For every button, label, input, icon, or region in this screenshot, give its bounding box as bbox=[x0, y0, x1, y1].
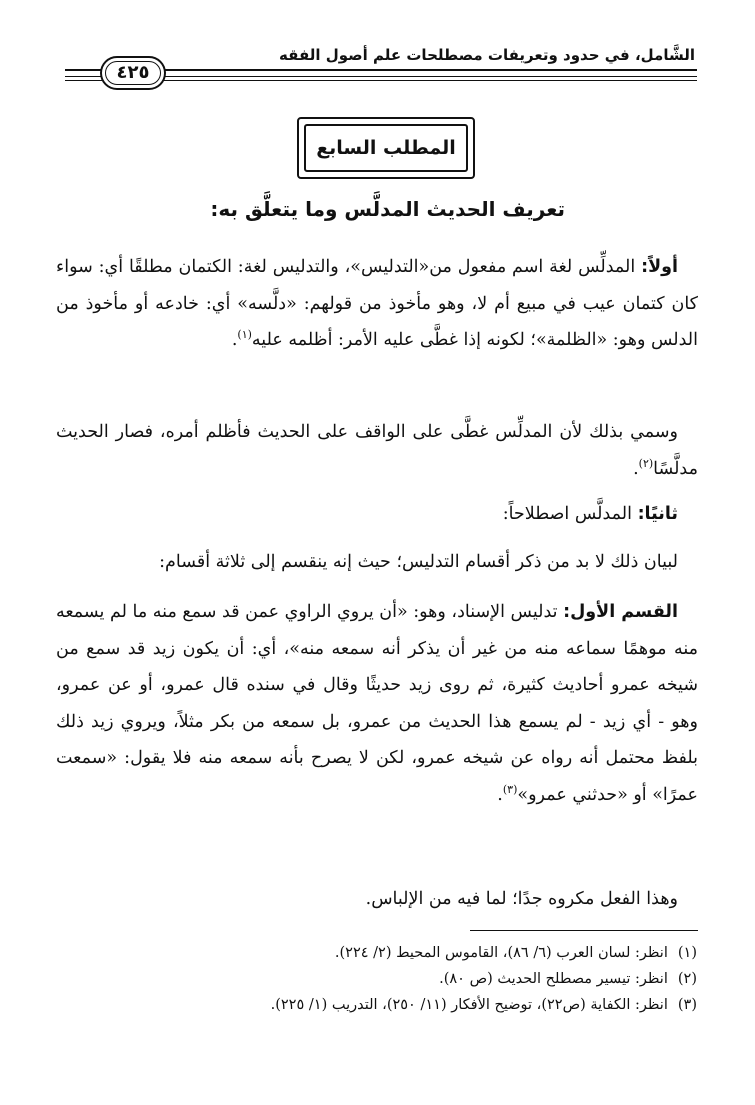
footnote-ref[interactable]: (١) bbox=[237, 328, 252, 342]
paragraph-ruling bbox=[56, 881, 698, 918]
paragraph-text: المدلِّس لغة اسم مفعول من«التدليس»، والتدليس لغة: الكتمان مطلقًا أي: سواء كان كتمان عيب في مبيع أم لا، وهو مأخوذ من قولهم: «دلَّسه» أي: خادعه أو مأخوذ من الدلس وهو: «الظلمة»؛ لكونه إذا غطَّى عليه الأمر: أظلمه عليه bbox=[56, 257, 698, 350]
footnote bbox=[57, 992, 697, 1018]
paragraph-divisions-intro bbox=[56, 544, 698, 581]
paragraph-technical-definition-heading bbox=[56, 496, 698, 533]
footnote bbox=[57, 966, 697, 992]
paragraph-text: المدلَّس اصطلاحاً: bbox=[502, 504, 632, 524]
footnote-number: (١) bbox=[677, 945, 697, 961]
footnote-number: (٢) bbox=[677, 971, 697, 987]
section-heading-box bbox=[297, 117, 475, 179]
paragraph-text: وسمي بذلك لأن المدلِّس غطَّى على الواقف على الحديث فأظلم أمره، فصار الحديث مدلَّسًا bbox=[56, 422, 698, 479]
punctuation: . bbox=[497, 784, 503, 805]
footnote-text: انظر: الكفاية (ص٢٢)، توضيح الأفكار (١١/ ٢٥٠)، التدريب (١/ ٢٢٥). bbox=[270, 997, 668, 1013]
footnote-ref[interactable]: (٣) bbox=[502, 782, 518, 796]
footnote-ref[interactable]: (٢) bbox=[638, 456, 654, 470]
punctuation: . bbox=[231, 330, 238, 350]
punctuation: . bbox=[633, 458, 639, 479]
paragraph-text: وهذا الفعل مكروه جدًا؛ لما فيه من الإلباس. bbox=[365, 889, 678, 909]
footnotes bbox=[57, 940, 697, 1018]
footnote bbox=[57, 940, 697, 966]
paragraph-text: لبيان ذلك لا بد من ذكر أقسام التدليس؛ حيث إنه ينقسم إلى ثلاثة أقسام: bbox=[159, 552, 678, 572]
paragraph-heading: ثانيًا: bbox=[637, 504, 678, 524]
footnote-text: انظر: لسان العرب (٦/ ٨٦)، القاموس المحيط (٢/ ٢٢٤). bbox=[334, 945, 668, 961]
paragraph-heading: أولاً: bbox=[641, 257, 678, 277]
footnote-text: انظر: تيسير مصطلح الحديث (ص ٨٠). bbox=[439, 971, 668, 987]
section-subtitle: تعريف الحديث المدلَّس وما يتعلَّق به: bbox=[210, 197, 565, 221]
paragraph-first-division bbox=[56, 594, 698, 813]
footnote-number: (٣) bbox=[677, 997, 697, 1013]
paragraph-linguistic-definition bbox=[56, 249, 698, 359]
section-heading: المطلب السابع bbox=[304, 124, 468, 172]
paragraph-naming-reason bbox=[56, 414, 698, 487]
page-number: ٤٢٥ bbox=[100, 56, 166, 90]
running-header-title: الشَّامل، في حدود وتعريفات مصطلحات علم أصول الفقه bbox=[279, 46, 695, 64]
paragraph-text: تدليس الإسناد، وهو: «أن يروي الراوي عمن قد سمع منه ما لم يسمعه منه موهمًا سماعه منه من غير أن يذكر أنه سمعه منه»، أي: أن يكون زيد قد سمع من شيخه عمرو أحاديث كثيرة، ثم روى زيد حديثًا وقال في سنده قال عمرو، أو عن عمرو، وهو - أي زيد - لم يسمع هذا الحديث من عمرو، بل سمعه من بكر مثلاً، ويروي زيد ذلك بلفظ محتمل أنه رواه عن شيخه عمرو، لكن لا يصرح بأنه سمعه منه فلا يقول: «سمعت عمرًا» أو «حدثني عمرو» bbox=[55, 602, 698, 805]
footnote-separator bbox=[470, 930, 698, 931]
paragraph-heading: القسم الأول: bbox=[563, 602, 678, 622]
